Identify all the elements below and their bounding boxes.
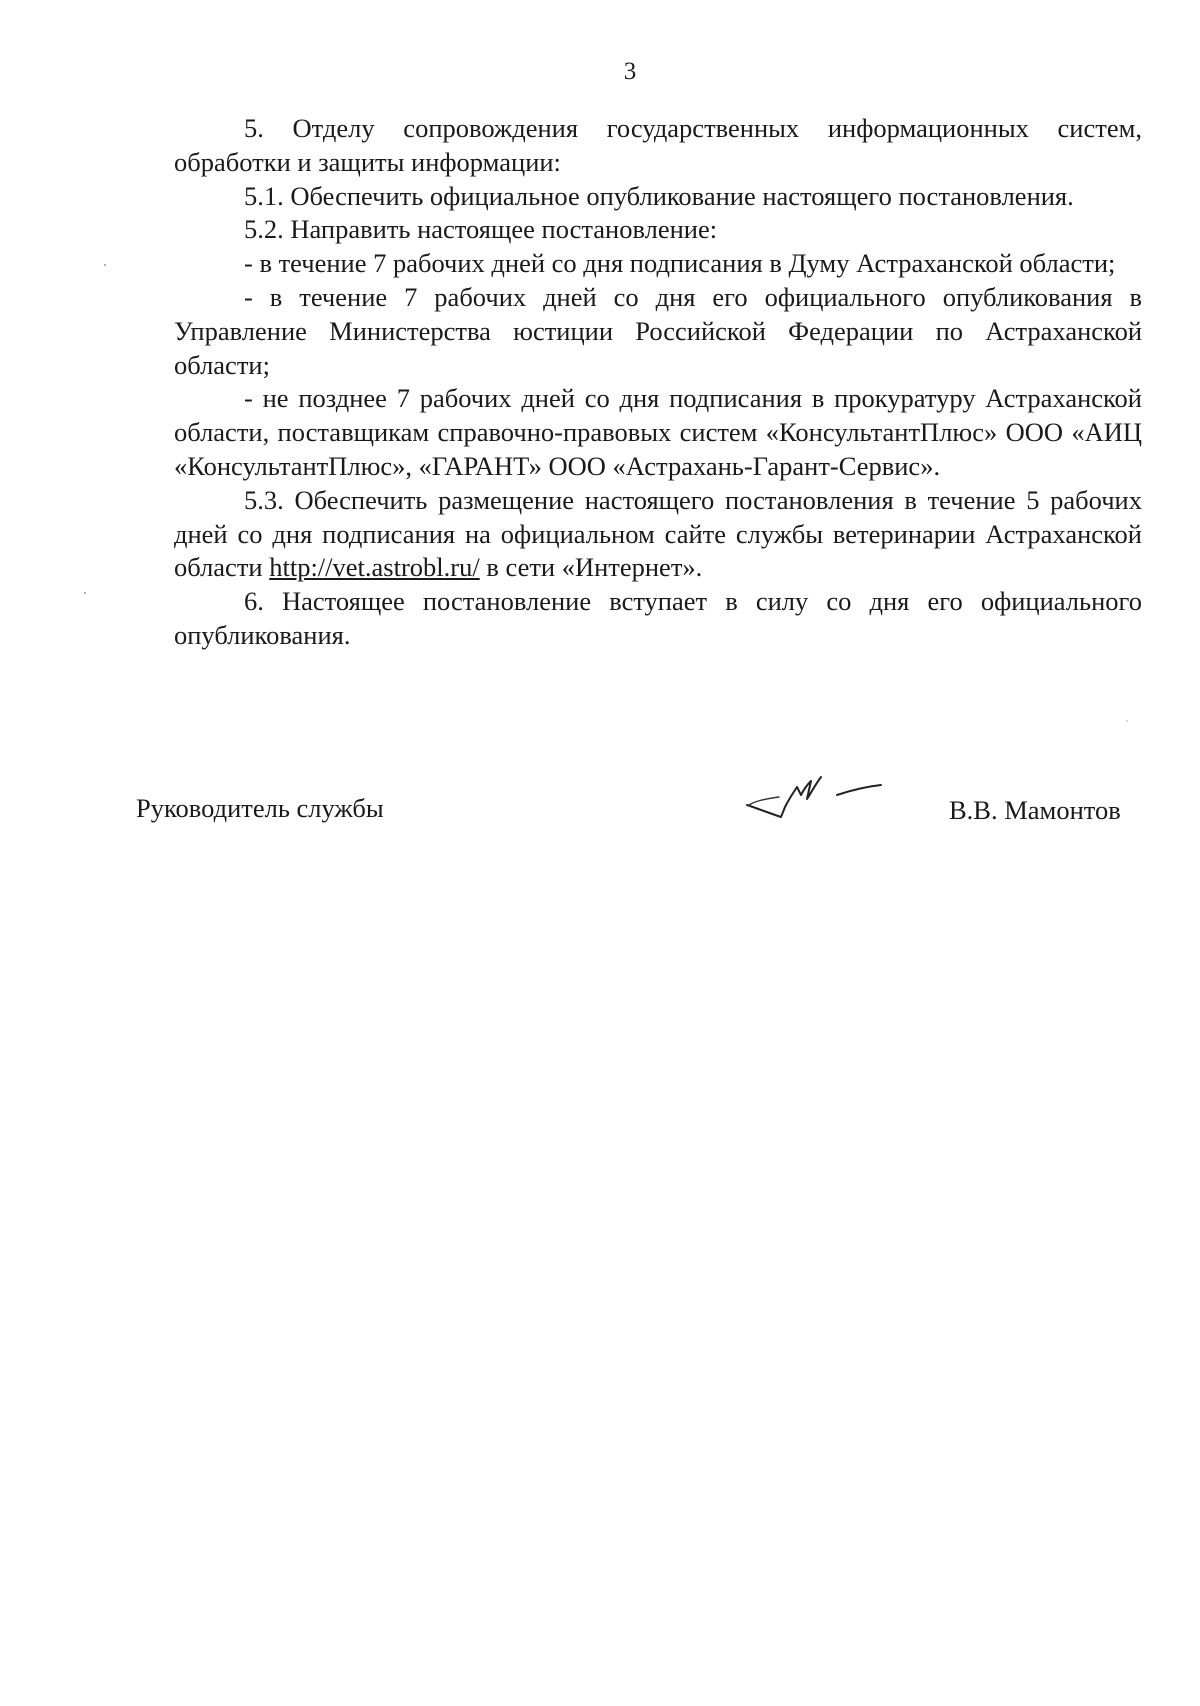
- signatory-position: Руководитель службы: [136, 793, 384, 823]
- website-link[interactable]: http://vet.astrobl.ru/: [269, 552, 480, 583]
- paragraph-5-3: [174, 484, 1142, 585]
- paragraph-5-2-duma: - в течение 7 рабочих дней со дня подписания в Думу Астраханской области;: [244, 248, 1116, 279]
- scan-speck: [104, 264, 106, 266]
- paragraph-5-2-prosecutor: - не позднее 7 рабочих дней со дня подписания в прокуратуру Астраханской области, поставщикам справочно-правовых систем «КонсультантПлюс» ООО «АИЦ «КонсультантПлюс», «ГАРАНТ» ООО «Астрахань-Гарант-Сервис».: [174, 383, 1142, 481]
- scan-speck: [84, 592, 86, 594]
- paragraph-6: 6. Настоящее постановление вступает в силу со дня его официального опубликования.: [174, 586, 1142, 650]
- signature-block: [0, 783, 1200, 843]
- signatory-name: В.В. Мамонтов: [949, 795, 1121, 825]
- paragraph-5-2-ministry: - в течение 7 рабочих дней со дня его официального опубликования в Управление Министерства юстиции Российской Федерации по Астраханской области;: [174, 281, 1142, 380]
- paragraph-5-2: 5.2. Направить настоящее постановление:: [244, 214, 718, 245]
- paragraph-5-1: 5.1. Обеспечить официальное опубликование настоящего постановления.: [244, 180, 1074, 211]
- paragraph-5: 5. Отделу сопровождения государственных информационных систем, обработки и защиты информации:: [174, 113, 1142, 177]
- scan-speck: [1126, 720, 1128, 722]
- paragraph-5-3-text-before: 5.3. Обеспечить размещение настоящего постановления в течение 5 рабочих дней со дня подписания на официальном сайте службы ветеринарии Астраханской области: [174, 484, 1142, 583]
- handwritten-signature: [745, 771, 890, 841]
- paragraph-5-3-text-after: в сети «Интернет».: [479, 552, 703, 583]
- document-body: [174, 112, 1142, 653]
- page-number: 3: [623, 58, 637, 85]
